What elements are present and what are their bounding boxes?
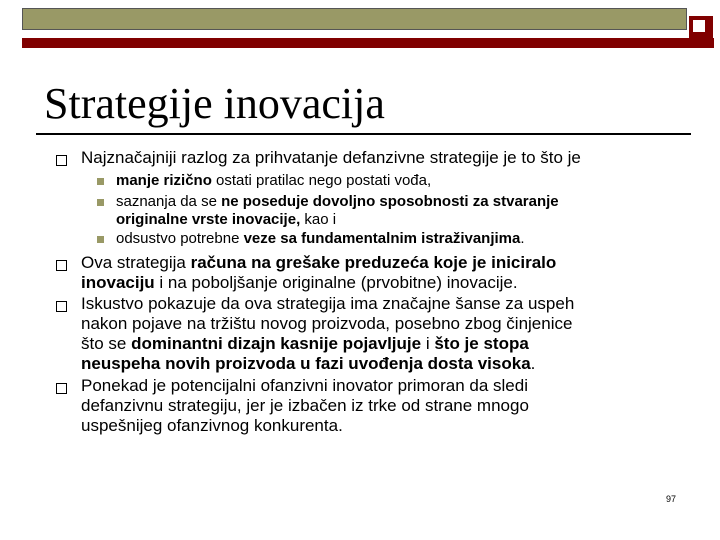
bold-text: manje rizično — [116, 172, 212, 189]
text-line — [81, 354, 535, 374]
text: saznanja da se — [116, 193, 222, 210]
sub-bullet-icon — [97, 236, 104, 243]
text: što se — [81, 334, 132, 353]
text-line — [81, 273, 518, 293]
text: Iskustvo pokazuje da ova strategija ima značajne šanse za uspeh — [81, 294, 575, 313]
text-line — [81, 253, 556, 273]
corner-square-icon — [689, 16, 713, 40]
text: i na poboljšanje originalne (prvobitne) inovacije. — [154, 273, 518, 292]
text: kao i — [300, 211, 337, 228]
bold-text: ne poseduje dovoljno sposobnosti za stvaranje — [221, 193, 559, 210]
bold-text: veze sa fundamentalnim istraživanjima — [243, 230, 521, 247]
text: Ova strategija — [81, 253, 191, 272]
title-divider — [36, 133, 691, 135]
text-line — [116, 211, 336, 229]
maroon-bar — [22, 38, 714, 48]
text: nakon pojave na tržištu novog proizvoda, posebno zbog činjenice — [81, 314, 573, 333]
square-bullet-icon — [56, 383, 67, 394]
bold-text: što je stopa — [434, 334, 529, 353]
text: . — [520, 230, 525, 247]
text: Ponekad je potencijalni ofanzivni inovator primoran da sledi — [81, 376, 528, 395]
square-bullet-icon — [56, 155, 67, 166]
text-line — [81, 334, 529, 354]
text: ostati pratilac nego postati vođa, — [211, 172, 432, 189]
decorative-header-bar — [22, 8, 714, 41]
bold-text: originalne vrste inovacije, — [116, 211, 301, 228]
text-line — [81, 376, 528, 396]
text-line — [81, 148, 581, 168]
olive-bar — [22, 8, 687, 30]
text: defanzivnu strategiju, jer je izbačen iz trke od strane mnogo — [81, 396, 529, 415]
text: uspešnijeg ofanzivnog konkurenta. — [81, 416, 343, 435]
text-line — [81, 314, 572, 334]
text: Najznačajniji razlog za prihvatanje defanzivne strategije je to što je — [81, 148, 581, 167]
bold-text: dominantni dizajn kasnije pojavljuje — [131, 334, 422, 353]
text-line — [81, 294, 574, 314]
text-line — [116, 172, 431, 190]
square-bullet-icon — [56, 301, 67, 312]
bold-text: računa na grešake preduzeća koje je iniciralo — [190, 253, 557, 272]
text: odsustvo potrebne — [116, 230, 244, 247]
bold-text: inovaciju — [81, 273, 155, 292]
text-line — [81, 416, 343, 436]
text-line — [81, 396, 529, 416]
text-line — [116, 193, 559, 211]
bold-text: neuspeha novih proizvoda u fazi uvođenja dosta visoka — [81, 354, 531, 373]
sub-bullet-icon — [97, 178, 104, 185]
slide-title: Strategije inovacija — [44, 79, 385, 128]
text: i — [421, 334, 435, 353]
sub-bullet-icon — [97, 199, 104, 206]
page-number: 97 — [666, 494, 677, 504]
text-line — [116, 230, 525, 248]
text: . — [530, 354, 536, 373]
square-bullet-icon — [56, 260, 67, 271]
